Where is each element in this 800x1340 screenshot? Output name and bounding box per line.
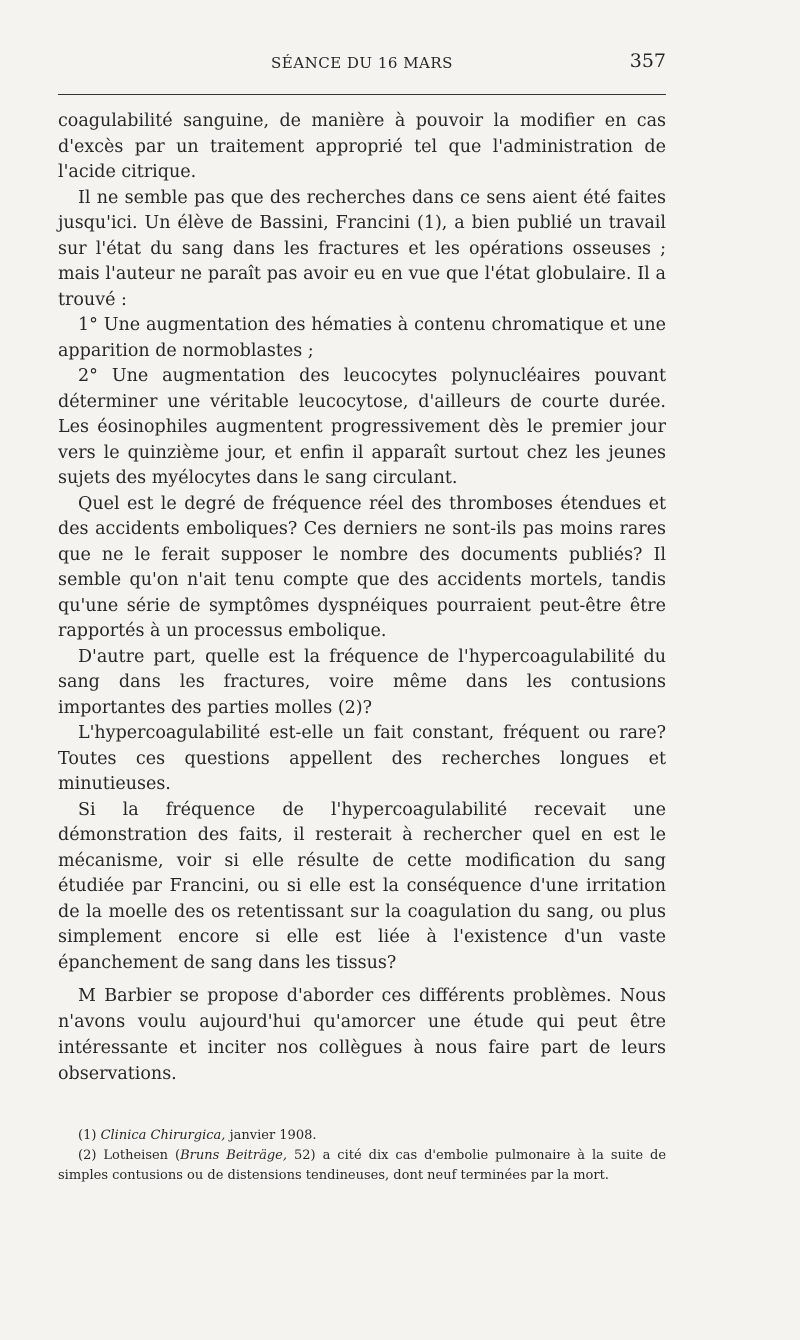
page-number: 357 bbox=[629, 50, 666, 72]
footnote-journal: Clinica Chirurgica, bbox=[100, 1128, 226, 1143]
paragraph: Si la fréquence de l'hypercoagulabilité recevait une démonstration des faits, il resterait à rechercher quel en est le mécanisme, voir si elle résulte de cette modification du sang étudiée par Francini, ou si elle est la conséquence d'une irritation de la moelle des os retentissant sur la coagulation du sang, ou plus simplement encore si elle est liée à l'existence d'un vaste épanchement de sang dans les tissus? bbox=[58, 799, 666, 973]
footnote-number: (2) bbox=[78, 1148, 97, 1163]
footnote-2 bbox=[58, 1146, 666, 1186]
paragraph: Il ne semble pas que des recherches dans ce sens aient été faites jusqu'ici. Un élève de Bassini, Francini (1), a bien publié un travail sur l'état du sang dans les fractures et les opérations osseuses ; mais l'auteur ne paraît pas avoir eu en vue que l'état globulaire. Il a trouvé : bbox=[58, 187, 666, 310]
paragraph: L'hypercoagulabilité est-elle un fait constant, fréquent ou rare? Toutes ces questions appellent des recherches longues et minutieuses. bbox=[58, 723, 666, 794]
paragraph: 1° Une augmentation des hématies à contenu chromatique et une apparition de normoblastes ; bbox=[58, 315, 666, 361]
footnotes bbox=[58, 1126, 666, 1186]
footnote-text: 52) a cité dix cas d'embolie pulmonaire à la suite de simples contusions ou de distensions tendineuses, dont neuf terminées par la mort. bbox=[58, 1148, 667, 1183]
conclusion-text bbox=[58, 983, 666, 1087]
paragraph: coagulabilité sanguine, de manière à pouvoir la modifier en cas d'excès par un traitement approprié tel que l'administration de l'acide citrique. bbox=[58, 111, 666, 182]
footnote-author: Lotheisen ( bbox=[103, 1148, 181, 1163]
header-rule bbox=[58, 94, 666, 95]
header-title: SÉANCE DU 16 MARS bbox=[271, 54, 453, 72]
footnote-1 bbox=[58, 1126, 666, 1146]
main-text bbox=[58, 109, 666, 976]
footnote-text: janvier 1908. bbox=[229, 1128, 317, 1143]
paragraph: 2° Une augmentation des leucocytes polynucléaires pouvant déterminer une véritable leucocytose, d'ailleurs de courte durée. Les éosinophiles augmentent progressivement dès le premier jour vers le quinzième jour, et enfin il apparaît surtout chez les jeunes sujets des myélocytes dans le sang circulant. bbox=[58, 366, 666, 488]
paragraph: Quel est le degré de fréquence réel des thromboses étendues et des accidents emboliques? Ces derniers ne sont-ils pas moins rares que ne le ferait supposer le nombre des documents publiés? Il semble qu'on n'ait tenu compte que des accidents mortels, tandis qu'une série de symptômes dyspnéiques pourraient peut-être être rapportés à un processus embolique. bbox=[58, 493, 666, 641]
paragraph: M Barbier se propose d'aborder ces différents problèmes. Nous n'avons voulu aujourd'hui qu'amorcer une étude qui peut être intéressante et inciter nos collègues à nous faire part de leurs observations. bbox=[58, 986, 666, 1084]
running-header bbox=[58, 50, 666, 78]
footnote-number: (1) bbox=[78, 1128, 97, 1143]
footnote-journal: Bruns Beiträge, bbox=[180, 1148, 288, 1163]
paragraph: D'autre part, quelle est la fréquence de l'hypercoagulabilité du sang dans les fractures, voire même dans les contusions importantes des parties molles (2)? bbox=[58, 646, 666, 718]
